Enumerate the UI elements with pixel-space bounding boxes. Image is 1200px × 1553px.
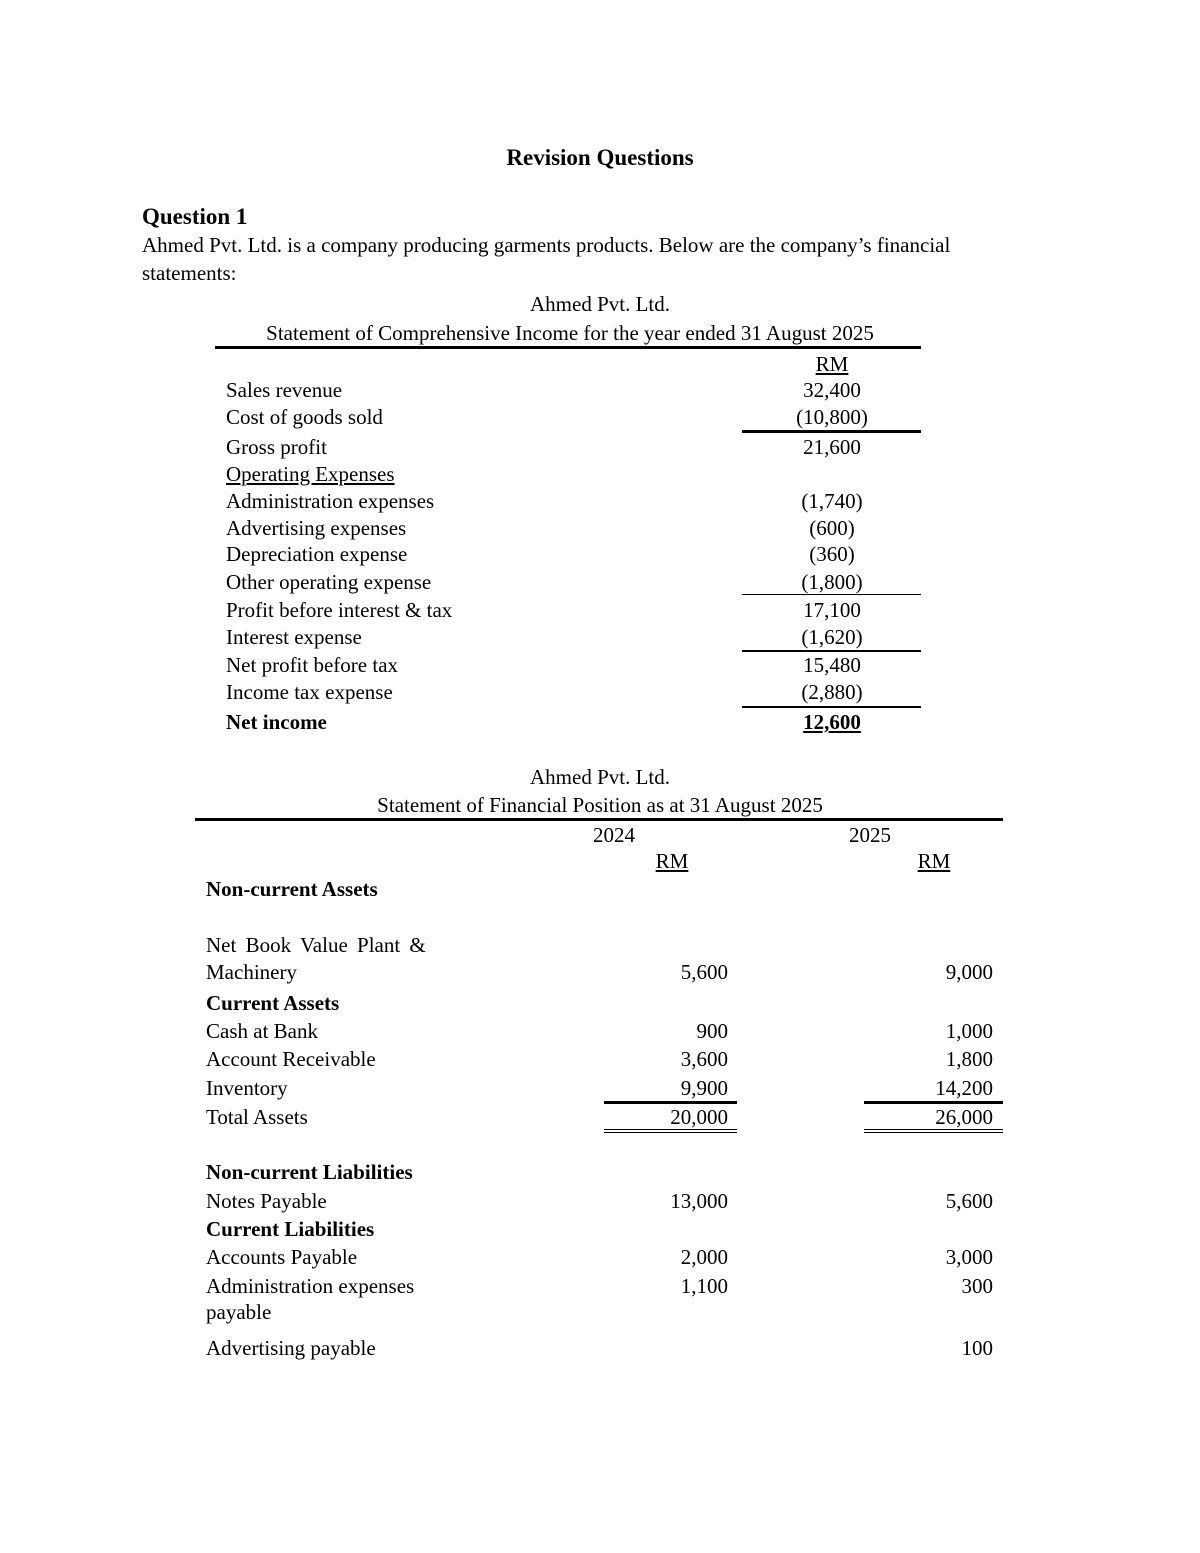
double-underline — [604, 1129, 737, 1133]
question-intro-cont: statements: — [142, 261, 237, 285]
value-2025: 100 — [961, 1336, 993, 1360]
income-row-value: 15,480 — [803, 653, 861, 677]
position-company: Ahmed Pvt. Ltd. — [530, 765, 670, 789]
divider — [742, 430, 921, 433]
double-underline — [864, 1129, 1003, 1133]
row-label: payable — [206, 1300, 272, 1324]
question-intro: Ahmed Pvt. Ltd. is a company producing garments products. Below are the company’s financial — [142, 233, 951, 257]
position-row-label: Notes Payable — [206, 1189, 327, 1213]
value-2024: 2,000 — [680, 1245, 728, 1269]
value-2025: 14,200 — [935, 1076, 993, 1100]
position-row-label: Total Assets — [206, 1105, 308, 1129]
value-2024: 900 — [696, 1019, 728, 1043]
divider — [742, 706, 921, 708]
divider — [864, 1101, 1003, 1104]
divider — [195, 818, 1003, 821]
value-2025: 3,000 — [945, 1245, 993, 1269]
divider — [742, 650, 921, 652]
income-row-value: 32,400 — [803, 378, 861, 402]
income-row-label: Operating Expenses — [226, 462, 395, 486]
income-currency: RM — [815, 352, 849, 376]
year-2025: 2025 — [849, 823, 891, 847]
row-label: Machinery — [206, 960, 297, 984]
document-title: Revision Questions — [506, 145, 694, 170]
value-2025: 1,000 — [945, 1019, 993, 1043]
value-2025: 26,000 — [935, 1105, 993, 1129]
value-2025: 9,000 — [945, 960, 993, 984]
currency-2025: RM — [917, 849, 951, 873]
position-row-label: Accounts Payable — [206, 1245, 358, 1269]
value-2024: 5,600 — [680, 960, 728, 984]
income-row-label: Profit before interest & tax — [226, 598, 453, 622]
position-row-label: Cash at Bank — [206, 1019, 318, 1043]
income-row-label: Other operating expense — [226, 570, 432, 594]
income-row-label: Net profit before tax — [226, 653, 399, 677]
income-row-label: Administration expenses — [226, 489, 435, 513]
position-row-label: Advertising payable — [206, 1336, 376, 1360]
position-title: Statement of Financial Position as at 31 August 2025 — [377, 793, 823, 817]
section-heading: Current Assets — [206, 991, 340, 1015]
position-row-label: Inventory — [206, 1076, 288, 1100]
income-row-label: Gross profit — [226, 435, 327, 459]
section-heading: Non-current Assets — [206, 877, 378, 901]
income-row-label: Net income — [226, 710, 327, 734]
value-2024: 20,000 — [670, 1105, 728, 1129]
income-row-value: (1,800) — [801, 570, 863, 594]
income-row-label: Interest expense — [226, 625, 362, 649]
value-2024: 3,600 — [680, 1047, 728, 1071]
income-row-value: 12,600 — [803, 710, 861, 734]
value-2025: 300 — [961, 1274, 993, 1298]
value-2024: 9,900 — [680, 1076, 728, 1100]
income-row-label: Sales revenue — [226, 378, 343, 402]
divider — [742, 594, 921, 595]
value-2024: 13,000 — [670, 1189, 728, 1213]
currency-2024: RM — [655, 849, 689, 873]
divider — [215, 346, 921, 349]
income-row-label: Cost of goods sold — [226, 405, 383, 429]
position-row-label: Administration expenses — [206, 1274, 415, 1298]
income-row-value: (1,740) — [801, 489, 863, 513]
question-heading: Question 1 — [142, 204, 248, 229]
income-row-value: (600) — [809, 516, 855, 540]
value-2025: 5,600 — [945, 1189, 993, 1213]
value-2025: 1,800 — [945, 1047, 993, 1071]
year-2024: 2024 — [593, 823, 635, 847]
income-row-value: 17,100 — [803, 598, 861, 622]
income-row-value: 21,600 — [803, 435, 861, 459]
value-2024: 1,100 — [680, 1274, 728, 1298]
section-heading: Current Liabilities — [206, 1217, 375, 1241]
divider — [604, 1101, 737, 1104]
position-row-label: Account Receivable — [206, 1047, 376, 1071]
income-row-label: Advertising expenses — [226, 516, 407, 540]
row-label: Net Book Value Plant & — [206, 933, 426, 957]
income-row-value: (10,800) — [796, 405, 868, 429]
income-company: Ahmed Pvt. Ltd. — [530, 292, 670, 316]
section-heading: Non-current Liabilities — [206, 1160, 413, 1184]
income-row-value: (2,880) — [801, 680, 863, 704]
income-row-value: (1,620) — [801, 625, 863, 649]
income-title: Statement of Comprehensive Income for the year ended 31 August 2025 — [266, 321, 874, 345]
income-row-label: Income tax expense — [226, 680, 393, 704]
income-row-label: Depreciation expense — [226, 542, 408, 566]
income-row-value: (360) — [809, 542, 855, 566]
